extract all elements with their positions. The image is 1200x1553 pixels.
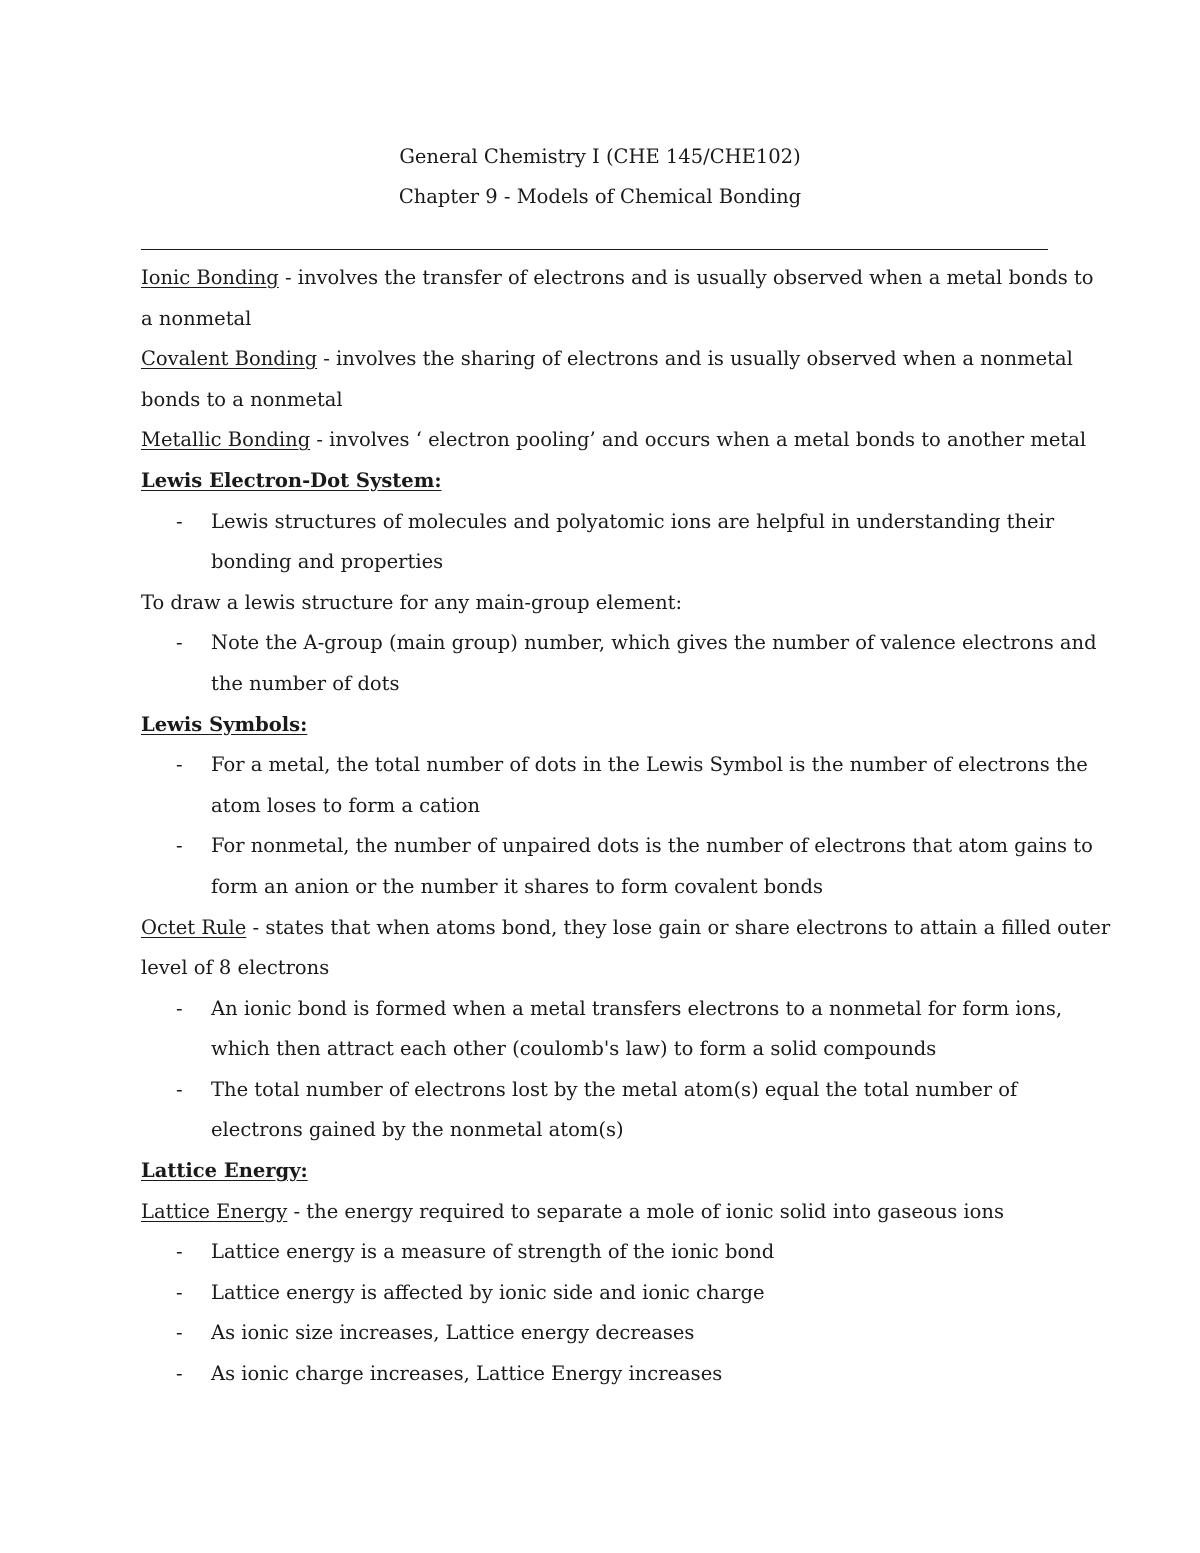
list-item [141,623,1097,664]
list-item-continuation: electrons gained by the nonmetal atom(s) [211,1118,624,1142]
list-item-text: Lattice energy is affected by ionic side and ionic charge [211,1280,765,1304]
lewis-symbols-heading: Lewis Symbols: [141,712,308,736]
list-item-continuation: form an anion or the number it shares to form covalent bonds [211,874,824,898]
list-item-text: As ionic size increases, Lattice energy decreases [211,1321,695,1345]
header-divider [141,249,1048,250]
ionic-bonding-line-2: a nonmetal [141,306,252,330]
list-item-continuation: the number of dots [211,671,400,695]
list-item-text: Lattice energy is a measure of strength of the ionic bond [211,1240,775,1264]
covalent-bonding-term: Covalent Bonding [141,347,318,371]
lewis-system-heading-line [141,461,1061,502]
covalent-bonding-line-2: bonds to a nonmetal [141,387,343,411]
bullet-dash: - [176,1280,183,1304]
list-item-text: Lewis structures of molecules and polyatomic ions are helpful in understanding their [211,509,1055,533]
bullet-dash: - [176,1077,183,1101]
ionic-bonding-line-1 [141,258,1094,299]
bullet-dash: - [176,996,183,1020]
list-item [141,502,1061,543]
list-item-continuation: which then attract each other (coulomb's law) to form a solid compounds [211,1037,937,1061]
covalent-bonding-definition: - involves the sharing of electrons and is usually observed when a nonmetal [317,347,1073,371]
octet-rule-definition: - states that when atoms bond, they lose gain or share electrons to attain a filled outer [246,915,1111,939]
list-item-text: Note the A-group (main group) number, which gives the number of valence electrons and [211,631,1097,655]
metallic-bonding-line [141,420,1087,461]
list-item [141,1232,1061,1273]
lattice-energy-line [141,1192,1061,1233]
list-item-text: As ionic charge increases, Lattice Energy increases [211,1362,723,1386]
list-item [141,989,1061,1030]
ionic-bonding-term: Ionic Bonding [141,266,279,289]
ionic-bonding-definition: - involves the transfer of electrons and is usually observed when a metal bonds to [278,266,1094,289]
bullet-dash: - [176,834,183,858]
chapter-title: Chapter 9 - Models of Chemical Bonding [398,185,802,208]
metallic-bonding-term: Metallic Bonding [141,428,311,452]
list-item-text: For nonmetal, the number of unpaired dots is the number of electrons that atom gains to [211,834,1093,858]
bullet-dash: - [176,1321,183,1345]
lewis-system-heading: Lewis Electron-Dot System: [141,468,442,492]
course-title: General Chemistry I (CHE 145/CHE102) [399,145,801,168]
bullet-dash: - [176,509,183,533]
list-item-continuation: bonding and properties [211,550,444,574]
list-item [141,1273,1061,1314]
covalent-bonding-line-1 [141,339,1073,380]
metallic-bonding-definition: - involves ‘ electron pooling’ and occurs when a metal bonds to another metal [310,428,1087,452]
list-item [141,1313,1061,1354]
list-item [141,745,1088,786]
list-item-text: An ionic bond is formed when a metal transfers electrons to a nonmetal for form ions, [211,996,1063,1020]
lattice-energy-definition: - the energy required to separate a mole of ionic solid into gaseous ions [287,1199,1004,1223]
notes-body [141,258,1111,1395]
bullet-dash: - [176,753,183,777]
bullet-dash: - [176,1362,183,1386]
octet-rule-term: Octet Rule [141,915,247,939]
octet-rule-line-2: level of 8 electrons [141,956,330,980]
list-item-continuation: atom loses to form a cation [211,793,481,817]
list-item-text: For a metal, the total number of dots in the Lewis Symbol is the number of electrons the [211,753,1088,777]
bullet-dash: - [176,631,183,655]
lattice-heading-line [141,1151,1061,1192]
octet-rule-line-1 [141,908,1111,949]
list-item [141,826,1093,867]
bullet-dash: - [176,1240,183,1264]
list-item-text: The total number of electrons lost by the metal atom(s) equal the total number of [211,1077,1018,1101]
lewis-symbols-heading-line [141,705,1061,746]
draw-intro: To draw a lewis structure for any main-group element: [141,590,683,614]
lattice-energy-heading: Lattice Energy: [141,1159,308,1183]
list-item [141,1354,1061,1395]
list-item [141,1070,1061,1111]
lattice-energy-term: Lattice Energy [141,1199,288,1223]
